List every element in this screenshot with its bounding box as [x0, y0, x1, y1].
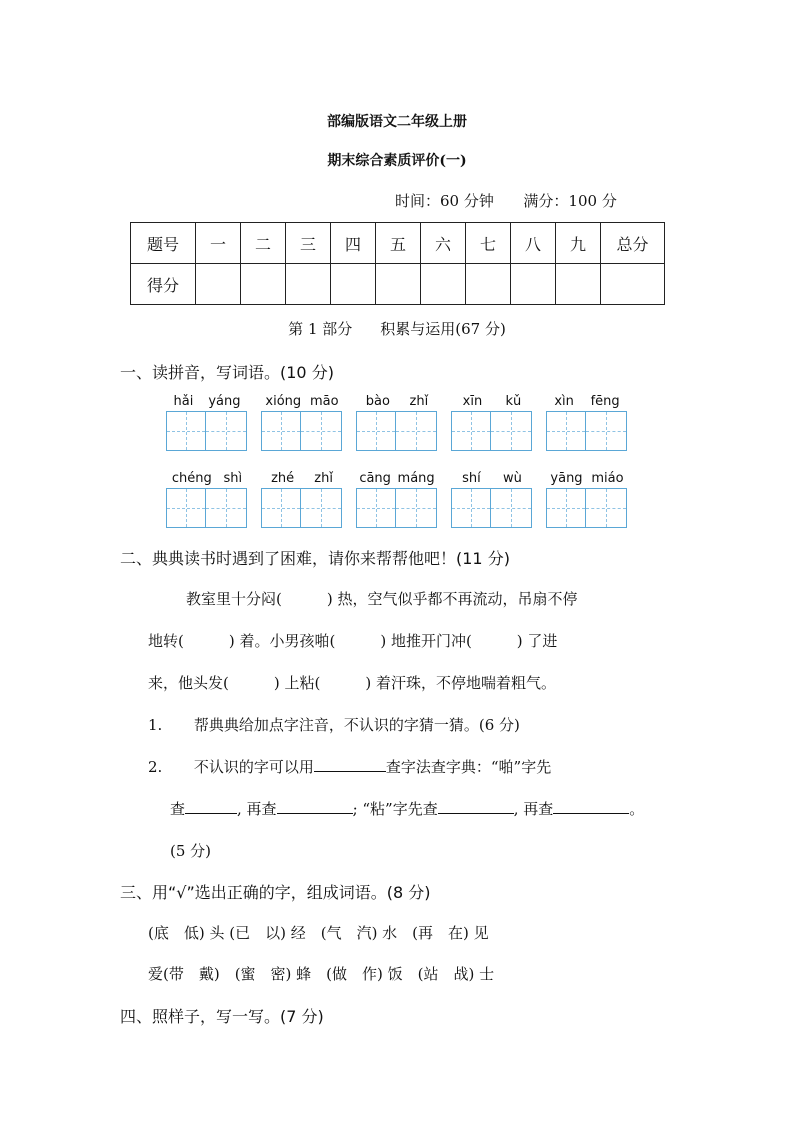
writing-grid-box[interactable]	[301, 488, 342, 528]
sub-question-text: ; “粘”字先查	[352, 800, 438, 818]
answer-blank[interactable]	[277, 799, 353, 814]
writing-grid-box[interactable]	[301, 411, 342, 451]
pinyin-label	[166, 393, 248, 411]
passage-line: 教室里十分闷( ) 热，空气似乎都不再流动，吊扇不停	[186, 590, 578, 608]
score-cell[interactable]	[331, 264, 376, 305]
score-header-cell: 六	[421, 223, 466, 264]
pinyin-syllable: xīn	[462, 394, 483, 409]
writing-grid-box[interactable]	[546, 488, 586, 528]
score-header-cell: 总分	[601, 223, 665, 264]
score-row-label: 得分	[131, 264, 196, 305]
pinyin-word-group	[356, 470, 438, 528]
answer-blank[interactable]	[185, 799, 237, 814]
writing-grid-box[interactable]	[546, 411, 586, 451]
score-cell[interactable]	[511, 264, 556, 305]
writing-grid-box[interactable]	[451, 411, 491, 451]
pinyin-label	[356, 470, 438, 488]
pinyin-word-group	[261, 470, 343, 528]
pinyin-word-group	[261, 393, 343, 451]
writing-grid-box[interactable]	[396, 488, 437, 528]
score-header-cell: 五	[376, 223, 421, 264]
pinyin-label	[451, 393, 533, 411]
score-header-cell: 题号	[131, 223, 196, 264]
answer-blank[interactable]	[438, 799, 514, 814]
pinyin-syllable: zhǐ	[409, 394, 429, 409]
question-2-heading: 二、典典读书时遇到了困难，请你来帮帮他吧！(11 分)	[120, 549, 510, 568]
sub-question-text: , 再查	[513, 800, 554, 818]
score-table-header-row	[131, 223, 665, 264]
sub-question-text: 不认识的字可以用	[193, 758, 314, 776]
question-4-heading: 四、照样子，写一写。(7 分)	[120, 1007, 324, 1026]
score-cell[interactable]	[286, 264, 331, 305]
score-cell[interactable]	[376, 264, 421, 305]
pinyin-label	[451, 470, 533, 488]
writing-grid-box[interactable]	[586, 411, 627, 451]
pinyin-syllable: yáng	[208, 394, 241, 409]
pinyin-syllable: kǔ	[505, 394, 522, 409]
pinyin-word-group	[546, 470, 628, 528]
pinyin-label	[546, 393, 628, 411]
writing-grid-box[interactable]	[491, 411, 532, 451]
writing-grid-box[interactable]	[356, 488, 396, 528]
score-cell[interactable]	[466, 264, 511, 305]
part-heading	[0, 318, 794, 339]
pinyin-syllable: fēng	[590, 394, 620, 409]
sub-question-text: 。	[629, 800, 645, 818]
pinyin-syllable: máng	[397, 471, 435, 486]
question-3-heading: 三、用“√”选出正确的字，组成词语。(8 分)	[120, 883, 431, 902]
pinyin-word-group	[166, 470, 248, 528]
sub-question-text: 查	[170, 800, 186, 818]
score-cell[interactable]	[241, 264, 286, 305]
pinyin-word-group	[451, 470, 533, 528]
score-table	[130, 222, 665, 305]
choice-line: (底 低) 头 (已 以) 经 (气 汽) 水 (再 在) 见	[148, 924, 489, 942]
choice-line: 爱(带 戴) (蜜 密) 蜂 (做 作) 饭 (站 战) 士	[148, 965, 495, 983]
pinyin-label	[261, 470, 343, 488]
passage-line: 来，他头发( ) 上粘( ) 着汗珠，不停地喘着粗气。	[148, 674, 556, 692]
pinyin-word-group	[166, 393, 248, 451]
score-header-cell: 四	[331, 223, 376, 264]
pinyin-syllable: māo	[309, 394, 339, 409]
writing-grid-box[interactable]	[356, 411, 396, 451]
pinyin-word-group	[356, 393, 438, 451]
score-header-cell: 三	[286, 223, 331, 264]
pinyin-syllable: xìn	[554, 394, 574, 409]
sub-question-text: , 再查	[237, 800, 277, 818]
pinyin-syllable: bào	[365, 394, 390, 409]
sub-question-2	[148, 756, 551, 777]
exam-meta	[395, 190, 621, 211]
pinyin-syllable: chéng	[171, 471, 212, 486]
passage-line: 地转( ) 着。小男孩啪( ) 地推开门冲( ) 了进	[148, 632, 558, 650]
score-cell[interactable]	[196, 264, 241, 305]
pinyin-label	[546, 470, 628, 488]
pinyin-word-group	[451, 393, 533, 451]
full-score-label: 满分：100 分	[523, 192, 617, 210]
writing-grid-box[interactable]	[586, 488, 627, 528]
writing-grid-box[interactable]	[451, 488, 491, 528]
document-title: 部编版语文二年级上册	[327, 114, 467, 130]
question-1-heading: 一、读拼音，写词语。(10 分)	[120, 363, 334, 382]
writing-grid-box[interactable]	[261, 488, 301, 528]
writing-grid-box[interactable]	[206, 411, 247, 451]
score-header-cell: 七	[466, 223, 511, 264]
pinyin-syllable: xióng	[265, 394, 302, 409]
answer-blank[interactable]	[553, 799, 629, 814]
pinyin-syllable: cāng	[359, 471, 391, 486]
writing-grid-box[interactable]	[261, 411, 301, 451]
score-header-cell: 八	[511, 223, 556, 264]
score-cell[interactable]	[421, 264, 466, 305]
pinyin-syllable: shì	[223, 471, 243, 486]
pinyin-syllable: shí	[462, 471, 481, 486]
pinyin-syllable: yāng	[550, 471, 583, 486]
score-header-cell: 九	[556, 223, 601, 264]
writing-grid-box[interactable]	[166, 411, 206, 451]
pinyin-label	[166, 470, 248, 488]
sub-question-number: 1.	[148, 716, 163, 734]
score-cell[interactable]	[556, 264, 601, 305]
answer-blank[interactable]	[314, 757, 386, 772]
pinyin-syllable: zhé	[271, 471, 295, 486]
pinyin-syllable: zhǐ	[314, 471, 333, 486]
sub-question-2-cont	[170, 798, 644, 819]
writing-grid-box[interactable]	[206, 488, 247, 528]
pinyin-label	[261, 393, 343, 411]
sub-question-2-score: (5 分)	[170, 842, 212, 860]
sub-question-1	[148, 714, 520, 735]
pinyin-label	[356, 393, 438, 411]
pinyin-syllable: miáo	[591, 471, 624, 486]
score-header-cell: 二	[241, 223, 286, 264]
score-header-cell: 一	[196, 223, 241, 264]
pinyin-syllable: wù	[503, 471, 522, 486]
sub-question-number: 2.	[148, 758, 163, 776]
writing-grid-box[interactable]	[166, 488, 206, 528]
score-table-score-row	[131, 264, 665, 305]
document-subtitle: 期末综合素质评价(一)	[327, 153, 467, 169]
pinyin-syllable: hǎi	[173, 394, 194, 409]
part-label: 第 1 部分	[288, 320, 353, 338]
writing-grid-box[interactable]	[491, 488, 532, 528]
time-label: 时间：60 分钟	[395, 192, 494, 210]
part-name: 积累与运用(67 分)	[380, 320, 506, 338]
writing-grid-box[interactable]	[396, 411, 437, 451]
sub-question-text: 查字法查字典：“啪”字先	[385, 758, 552, 776]
pinyin-word-group	[546, 393, 628, 451]
sub-question-text: 帮典典给加点字注音，不认识的字猜一猜。(6 分)	[193, 716, 520, 734]
score-cell[interactable]	[601, 264, 665, 305]
